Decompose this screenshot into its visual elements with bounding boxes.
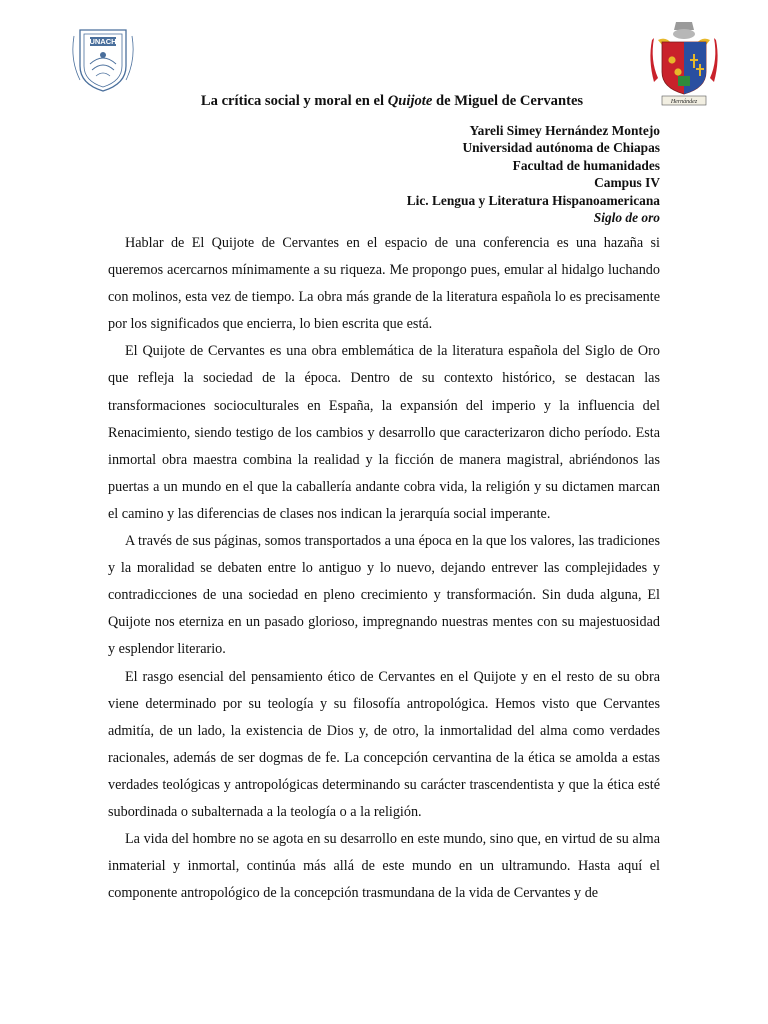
svg-text:Hernández: Hernández bbox=[670, 99, 698, 105]
paragraph: Hablar de El Quijote de Cervantes en el espacio de una conferencia es una hazaña si queremos acercarnos mínimamente a su riqueza. Me propongo pues, emular al hidalgo luchando con molinos, esta vez de tiempo. La obra más grande de la literatura española lo es precisamente por los significados que encierra, lo bien escrita que está. bbox=[108, 235, 660, 333]
paragraph: El Quijote de Cervantes es una obra emblemática de la literatura española del Siglo de Oro que refleja la sociedad de la época. Dentro de su contexto histórico, se destacan las transformaciones socioculturales en España, la expansión del imperio y la influencia del Renacimiento, siendo testigo de los cambios y desarrollo que caracterizaron dicho período. Esta inmortal obra maestra combina la realidad y la ficción de manera magistral, abriéndonos las puertas a un mundo en el que la caballería andante cobra vida, la religión y su dictamen marcan el camino y las diferencias de clases nos indican la jerarquía social imperante. bbox=[108, 343, 660, 522]
svg-text:UNACH: UNACH bbox=[89, 37, 117, 47]
campus-name: Campus IV bbox=[594, 175, 660, 191]
course-name: Siglo de oro bbox=[593, 210, 660, 226]
paragraph: La vida del hombre no se agota en su desarrollo en este mundo, sino que, en virtud de su alma inmaterial y inmortal, continúa más allá de este mundo en un ultramundo. Hasta aquí el componente antropológico de la concepción trasmundana de la vida de Cervantes y de bbox=[108, 831, 660, 902]
university-name: Universidad autónoma de Chiapas bbox=[462, 140, 660, 156]
author-info bbox=[407, 122, 660, 226]
unach-logo bbox=[70, 26, 136, 94]
author-name: Yareli Simey Hernández Montejo bbox=[469, 123, 660, 138]
paragraph: El rasgo esencial del pensamiento ético de Cervantes en el Quijote y en el resto de su obra viene determinado por su teología y su filosofía antropológica. Hemos visto que Cervantes admitía, de un lado, la existencia de Dios y, de otro, la inmortalidad del alma como verdades racionales, además de ser dogmas de fe. La concepción cervantina de la ética se amolda a estas verdades teológicas y antropológicas determinando su carácter trascendentista y que la ética esté subordinada o subalternada a la teología o a la religión. bbox=[108, 668, 660, 820]
essay-body bbox=[108, 230, 660, 907]
paragraph: A través de sus páginas, somos transportados a una época en la que los valores, las tradiciones y la moralidad se debaten entre lo antiguo y lo nuevo, dejando entrever las complejidades y contradicciones de una sociedad en pleno crecimiento y transformación. Sin duda alguna, El Quijote nos eterniza en un pasado glorioso, impregnando nuestras mentes con su majestuosidad y esplendor literario. bbox=[108, 533, 660, 658]
faculty-name: Facultad de humanidades bbox=[512, 157, 660, 173]
degree-name: Lic. Lengua y Literatura Hispanoamericana bbox=[406, 192, 660, 208]
document-title: La crítica social y moral en el Quijote de Miguel de Cervantes bbox=[200, 93, 584, 109]
